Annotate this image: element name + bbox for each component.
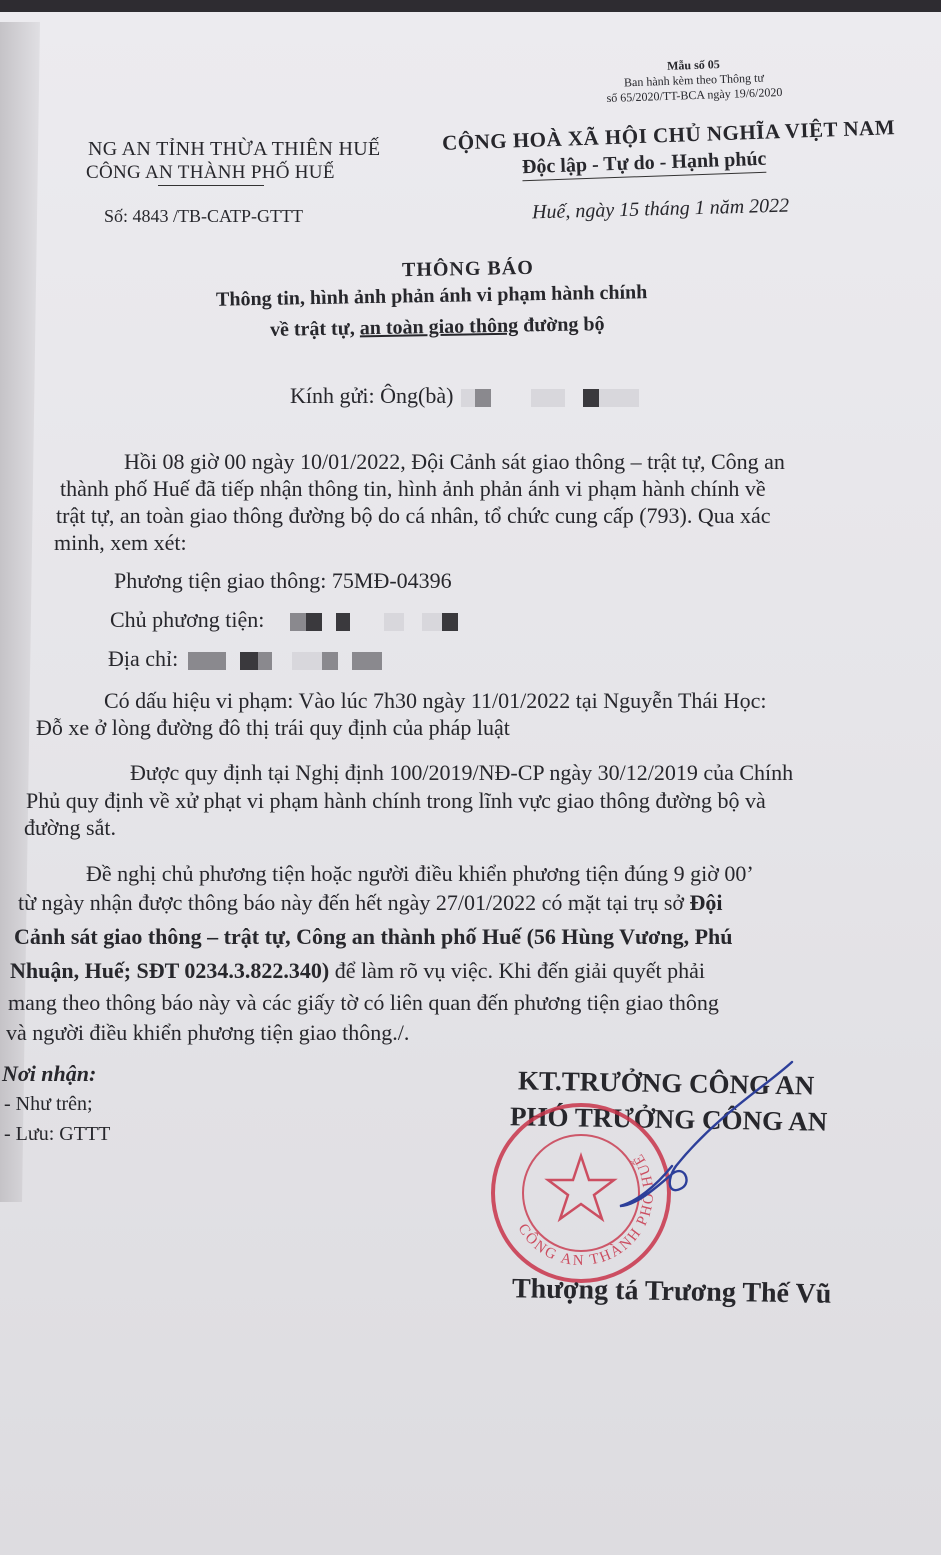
handwritten-signature [596,1056,826,1216]
recipient-label: Kính gửi: Ông(bà) [290,383,454,408]
paragraph-1-line-4: minh, xem xét: [54,530,187,555]
subtitle-part-c: đường bộ [517,313,605,337]
form-reference-line-2: số 65/2020/TT-BCA ngày 19/6/2020 [606,84,783,106]
request-line-4-bold: Nhuận, Huế; SĐT 0234.3.822.340) [10,958,330,983]
agency-parent: NG AN TỈNH THỪA THIÊN HUẾ [88,138,381,160]
form-reference [605,55,782,106]
recipients-title: Nơi nhận: [2,1061,97,1086]
redacted-block [306,613,322,631]
recipient-line [290,383,639,409]
law-line-1: Được quy định tại Nghị định 100/2019/NĐ-CP ngày 30/12/2019 của Chính [130,760,794,785]
request-line-2-bold: Đội [689,890,723,915]
request-line-3: Cảnh sát giao thông – trật tự, Công an thành phố Huế (56 Hùng Vương, Phú [14,924,733,949]
signature-title-1: KT.TRƯỞNG CÔNG AN [517,1065,815,1101]
redacted-block [240,652,258,670]
request-line-5: mang theo thông báo này và các giấy tờ có liên quan đến phương tiện giao thông [8,990,719,1015]
signer-name: Thượng tá Trương Thế Vũ [511,1273,832,1310]
violation-line-1: Có dấu hiệu vi phạm: Vào lúc 7h30 ngày 11/01/2022 tại Nguyễn Thái Học: [104,688,767,713]
paragraph-1-line-1: Hồi 08 giờ 00 ngày 10/01/2022, Đội Cảnh sát giao thông – trật tự, Công an [124,449,785,474]
paragraph-1-line-3: trật tự, an toàn giao thông đường bộ do cá nhân, tổ chức cung cấp (793). Qua xác [56,503,771,528]
national-motto: Độc lập - Tự do - Hạnh phúc [522,148,767,182]
owner-label: Chủ phương tiện: [110,607,265,632]
redacted-block [258,652,272,670]
request-line-4 [10,958,705,984]
subtitle-part-b: an toàn giao thông [359,314,519,340]
document-number: Số: 4843 /TB-CATP-GTTT [104,206,304,226]
violation-line-2: Đỗ xe ở lòng đường đô thị trái quy định của pháp luật [36,715,510,740]
redacted-block [384,613,404,631]
redacted-block [188,652,226,670]
redacted-block [531,389,565,407]
recipients-item-1: - Như trên; [4,1093,93,1115]
agency-underline [158,185,264,186]
redacted-block [422,613,442,631]
signature-title-2: PHÓ TRƯỞNG CÔNG AN [509,1101,828,1137]
request-line-6: và người điều khiển phương tiện giao thông./. [6,1020,410,1045]
redacted-block [322,652,338,670]
redacted-block [352,652,382,670]
address-label: Địa chỉ: [108,646,179,671]
vehicle-line: Phương tiện giao thông: 75MĐ-04396 [114,568,452,593]
law-line-2: Phủ quy định về xử phạt vi phạm hành chính trong lĩnh vực giao thông đường bộ và [26,788,766,813]
request-line-2 [18,890,723,916]
redacted-block [599,389,639,407]
redacted-block [290,613,306,631]
agency-name [86,162,335,184]
paragraph-1-line-2: thành phố Huế đã tiếp nhận thông tin, hình ảnh phản ánh vi phạm hành chính về [60,476,766,501]
document-title: THÔNG BÁO [401,256,534,282]
address-line [108,646,382,672]
subtitle-part-a: về trật tự, [269,317,360,341]
redacted-block [292,652,322,670]
redacted-block [336,613,350,631]
request-line-1: Đề nghị chủ phương tiện hoặc người điều khiển phương tiện đúng 9 giờ 00’ [86,861,754,886]
document-subtitle-line-1: Thông tin, hình ảnh phản ánh vi phạm hành chính [215,281,648,311]
owner-line [110,607,458,633]
redacted-block [583,389,599,407]
redacted-block [461,389,475,407]
agency-name-text: CÔNG AN THÀNH PHỐ HUẾ [86,162,335,183]
law-line-3: đường sắt. [24,815,116,840]
form-number: Mẫu số 05 [666,57,720,73]
redacted-block [475,389,491,407]
national-heading: CỘNG HOÀ XÃ HỘI CHỦ NGHĨA VIỆT NAM [441,115,896,155]
request-line-4-text: để làm rõ vụ việc. Khi đến giải quyết phải [329,958,705,983]
form-reference-line-1: Ban hành kèm theo Thông tư [623,70,765,90]
place-date: Huế, ngày 15 tháng 1 năm 2022 [531,194,790,224]
signature-stroke [620,1062,792,1206]
redacted-block [442,613,458,631]
recipients-item-2: - Lưu: GTTT [4,1123,111,1145]
request-line-2-text: từ ngày nhận được thông báo này đến hết ngày 27/01/2022 có mặt tại trụ sở [18,890,690,915]
stamp-text: CÔNG AN THÀNH PHỐ HUẾ [514,1149,658,1270]
